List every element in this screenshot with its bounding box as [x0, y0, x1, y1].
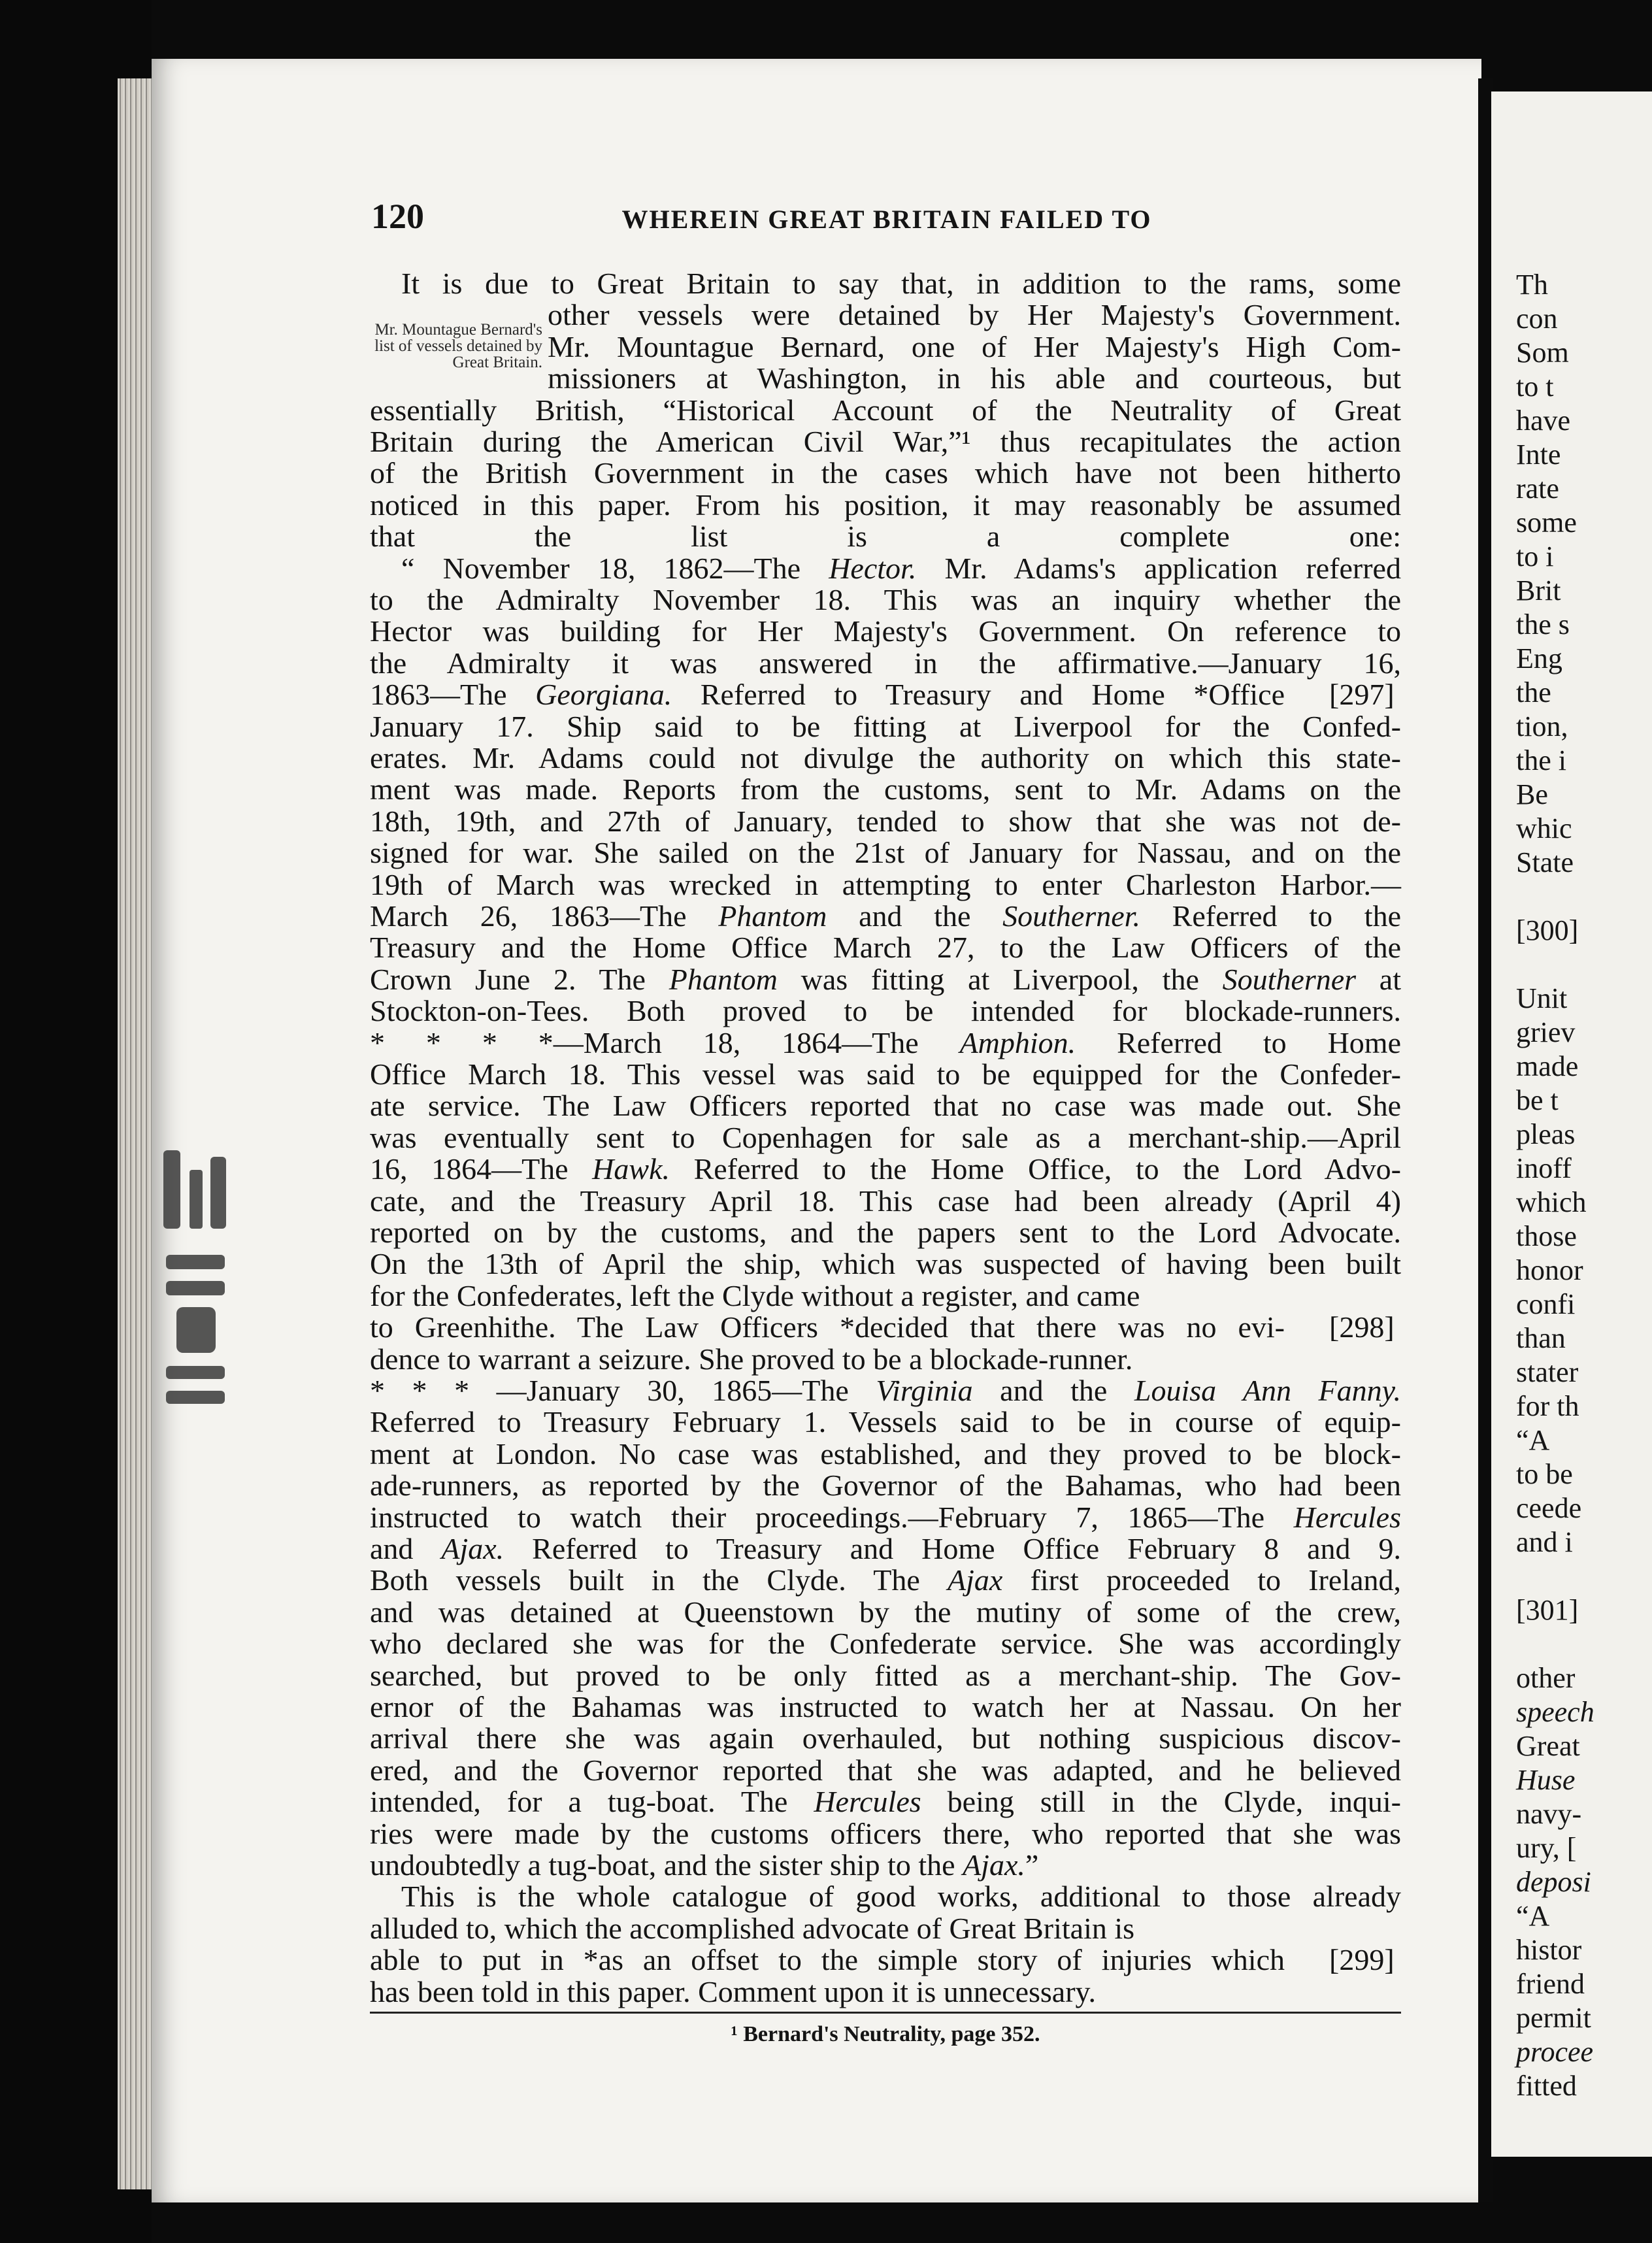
facing-page-line: tion,: [1516, 710, 1568, 742]
facing-page-line: “A: [1516, 1424, 1550, 1456]
text-run: Stockton-on-Tees. Both proved to be intended for blockade-runners.: [370, 994, 1401, 1028]
text-line: [370, 1659, 1401, 1693]
text-line: [370, 1310, 1285, 1344]
text-line: [370, 1753, 1401, 1787]
text-line: [370, 1026, 1401, 1060]
text-line: [370, 1595, 1401, 1629]
text-run: On the 13th of April the ship, which was suspected of having been built: [370, 1247, 1401, 1281]
italic-text: Hawk.: [592, 1152, 670, 1186]
text-line: [370, 1912, 1285, 1946]
facing-page-line: ury, [: [1516, 1832, 1577, 1864]
facing-page-line: to be: [1516, 1458, 1573, 1490]
text-line: [370, 646, 1401, 680]
text-line: [548, 361, 1401, 395]
italic-text: Hector.: [829, 551, 917, 585]
text-run: cate, and the Treasury April 18. This case had been already (April 4): [370, 1184, 1401, 1218]
text-run: Referred to Treasury February 1. Vessels said to be in course of equip-: [370, 1405, 1401, 1439]
text-line: [370, 1721, 1401, 1755]
text-run: other vessels were detained by Her Majesty's Government.: [548, 298, 1401, 332]
italic-text: Ajax: [948, 1563, 1003, 1597]
text-line: [370, 425, 1401, 459]
facing-page-line: Som: [1516, 337, 1569, 369]
text-run: 19th of March was wrecked in attempting to enter Charleston Harbor.—: [370, 867, 1401, 901]
italic-text: Southerner.: [1002, 899, 1140, 933]
text-run: Referred to Treasury and Home *Office: [672, 678, 1285, 712]
facing-page-line: some: [1516, 507, 1577, 539]
facing-page-line: Th: [1516, 269, 1548, 301]
text-line: [370, 1279, 1285, 1313]
text-run: that the list is a complete one:: [370, 520, 1401, 554]
text-run: for the Confederates, left the Clyde without a register, and came: [370, 1278, 1140, 1312]
text-run: undoubtedly a tug-boat, and the sister ship to the: [370, 1848, 963, 1882]
text-run: and: [370, 1532, 442, 1565]
text-run: erates. Mr. Adams could not divulge the authority on which this state-: [370, 741, 1401, 774]
text-run: the Admiralty it was answered in the affirmative.—January 16,: [370, 646, 1401, 680]
italic-text: Phantom: [718, 899, 827, 933]
text-line: [370, 1785, 1401, 1819]
facing-page-line: honor: [1516, 1254, 1583, 1286]
text-line: [370, 1089, 1401, 1123]
text-run: Britain during the American Civil War,”¹ thus recapitulates the action: [370, 425, 1401, 458]
facing-page-line: rate: [1516, 473, 1559, 505]
footnote: ¹ Bernard's Neutrality, page 352.: [731, 2022, 1040, 2046]
text-line: [401, 267, 1401, 301]
text-line: [370, 963, 1401, 997]
text-run: signed for war. She sailed on the 21st of January for Nassau, and on the: [370, 836, 1401, 870]
facing-page-line: Great: [1516, 1730, 1580, 1762]
text-line: [548, 298, 1401, 332]
text-line: [401, 552, 1401, 586]
footnote-rule: [370, 2012, 1401, 2014]
facing-page-line: procee: [1516, 2036, 1594, 2068]
text-run: and was detained at Queenstown by the mutiny of some of the crew,: [370, 1595, 1401, 1629]
text-line: [370, 1152, 1401, 1186]
text-run: alluded to, which the accomplished advocate of Great Britain is: [370, 1911, 1135, 1945]
text-run: who declared she was for the Confederate service. She was accordingly: [370, 1627, 1401, 1661]
text-line: [370, 1469, 1401, 1503]
text-run: missioners at Washington, in his able and courteous, but: [548, 361, 1401, 395]
facing-page-line: “A: [1516, 1900, 1550, 1932]
facing-page-line: State: [1516, 846, 1574, 878]
facing-page-line: and i: [1516, 1526, 1573, 1558]
text-line: [370, 1627, 1401, 1661]
facing-page-line: Huse: [1516, 1764, 1576, 1796]
text-run: Both vessels built in the Clyde. The: [370, 1563, 948, 1597]
text-run: ment was made. Reports from the customs, sent to Mr. Adams on the: [370, 773, 1401, 806]
text-run: 18th, 19th, and 27th of January, tended to show that she was not de-: [370, 804, 1401, 838]
text-run: at: [1356, 962, 1401, 996]
text-run: Office March 18. This vessel was said to be equipped for the Confeder-: [370, 1057, 1401, 1091]
text-run: Referred to Home: [1076, 1025, 1401, 1059]
italic-text: Louisa Ann Fanny.: [1134, 1374, 1401, 1407]
text-line: [370, 1563, 1401, 1597]
facing-page-line: [301]: [1516, 1594, 1579, 1626]
text-line: [370, 614, 1401, 648]
text-run: searched, but proved to be only fitted as a merchant-ship. The Gov-: [370, 1658, 1401, 1692]
page-number: 120: [371, 197, 424, 236]
text-run: Referred to the: [1140, 899, 1401, 933]
text-line: [370, 1057, 1401, 1091]
text-run: was fitting at Liverpool, the: [777, 962, 1223, 996]
text-run: was eventually sent to Copenhagen for sale as a merchant-ship.—April: [370, 1120, 1401, 1154]
text-run: It is due to Great Britain to say that, in addition to the rams, some: [401, 267, 1401, 300]
text-run: and the: [972, 1374, 1134, 1407]
facing-page-line: Be: [1516, 778, 1548, 810]
text-line: [370, 710, 1401, 744]
text-line: [370, 1532, 1401, 1566]
text-line: [370, 931, 1401, 965]
text-line: [370, 899, 1401, 933]
text-line: [370, 488, 1401, 522]
facing-page-line: have: [1516, 405, 1571, 437]
facing-page-line: deposi: [1516, 1866, 1591, 1898]
text-line: [548, 330, 1401, 364]
text-run: instructed to watch their proceedings.—February 7, 1865—The: [370, 1500, 1294, 1534]
text-run: Mr. Adams's application referred: [916, 551, 1401, 585]
book-gutter: [1478, 78, 1493, 2202]
facing-page-line: to t: [1516, 371, 1554, 403]
page-marker: [299]: [1329, 1943, 1395, 1977]
text-line: [370, 1943, 1285, 1977]
italic-text: Southerner: [1222, 962, 1357, 996]
text-line: [370, 1216, 1401, 1250]
text-line: [370, 1848, 1401, 1882]
text-run: dence to warrant a seizure. She proved to be a blockade-runner.: [370, 1342, 1133, 1376]
facing-page: [1491, 91, 1652, 2157]
text-run: This is the whole catalogue of good works, additional to those already: [401, 1880, 1401, 1914]
text-run: ate service. The Law Officers reported that no case was made out. She: [370, 1089, 1401, 1123]
text-line: [370, 1501, 1401, 1535]
text-run: and the: [827, 899, 1003, 933]
facing-page-line: Unit: [1516, 982, 1568, 1014]
text-run: Hector was building for Her Majesty's Government. On reference to: [370, 614, 1401, 648]
italic-text: Ajax.: [963, 1848, 1025, 1882]
text-line: [370, 805, 1401, 839]
italic-text: Phantom: [669, 962, 778, 996]
text-run: ered, and the Governor reported that she was adapted, and he believed: [370, 1753, 1401, 1787]
text-line: [370, 1437, 1401, 1471]
page-marker: [297]: [1329, 678, 1395, 712]
page-marker: [298]: [1329, 1310, 1395, 1344]
text-run: of the British Government in the cases which have not been hitherto: [370, 456, 1401, 490]
text-run: able to put in *as an offset to the simple story of injuries which: [370, 1943, 1285, 1977]
text-line: [370, 1690, 1401, 1724]
text-line: [370, 583, 1401, 617]
text-run: intended, for a tug-boat. The: [370, 1785, 814, 1819]
facing-page-line: ceede: [1516, 1492, 1582, 1524]
text-run: ernor of the Bahamas was instructed to watch her at Nassau. On her: [370, 1690, 1401, 1723]
facing-page-line: the s: [1516, 608, 1570, 640]
text-run: * * * —January 30, 1865—The: [370, 1374, 876, 1407]
facing-page-line: Inte: [1516, 439, 1561, 471]
facing-page-line: con: [1516, 303, 1558, 335]
text-line: [370, 456, 1401, 490]
facing-page-line: pleas: [1516, 1118, 1576, 1150]
text-run: Mr. Mountague Bernard, one of Her Majesty's High Com-: [548, 329, 1401, 363]
facing-page-line: stater: [1516, 1356, 1579, 1388]
text-run: ries were made by the customs officers there, who reported that she was: [370, 1816, 1401, 1850]
text-run: Crown June 2. The: [370, 962, 669, 996]
text-line: [401, 1880, 1401, 1914]
facing-page-line: to i: [1516, 540, 1554, 573]
margin-note: Mr. Mountague Bernard's list of vessels detained by Great Britain.: [374, 321, 542, 371]
facing-page-line: griev: [1516, 1016, 1576, 1048]
text-run: noticed in this paper. From his position, it may reasonably be assumed: [370, 488, 1401, 522]
text-line: [370, 1247, 1401, 1281]
text-run: Referred to the Home Office, to the Lord Advo-: [670, 1152, 1401, 1186]
facing-page-line: whic: [1516, 812, 1572, 844]
running-title: WHEREIN GREAT BRITAIN FAILED TO: [621, 205, 1152, 234]
text-run: ”: [1025, 1848, 1039, 1882]
text-line: [370, 1975, 1285, 2009]
facing-page-line: navy-: [1516, 1798, 1582, 1830]
text-line: [370, 773, 1401, 806]
text-line: [370, 1121, 1401, 1155]
text-run: essentially British, “Historical Account of the Neutrality of Great: [370, 393, 1401, 427]
facing-page-line: inoff: [1516, 1152, 1572, 1184]
text-run: first proceeded to Ireland,: [1002, 1563, 1401, 1597]
facing-page-line: speech: [1516, 1696, 1594, 1728]
facing-page-line: the i: [1516, 744, 1566, 776]
page-header: [371, 196, 1402, 242]
facing-page-line: Eng: [1516, 642, 1562, 674]
facing-page-line: for th: [1516, 1390, 1579, 1422]
facing-page-line: histor: [1516, 1934, 1582, 1966]
italic-text: Hercules: [814, 1785, 921, 1819]
italic-text: Virginia: [876, 1374, 973, 1407]
text-run: has been told in this paper. Comment upon it is unnecessary.: [370, 1974, 1097, 2008]
text-run: reported on by the customs, and the papers sent to the Lord Advocate.: [370, 1216, 1401, 1249]
text-line: [370, 678, 1285, 712]
text-line: [370, 1342, 1285, 1376]
facing-page-line: other: [1516, 1662, 1576, 1694]
text-run: to Greenhithe. The Law Officers *decided that there was no evi-: [370, 1310, 1285, 1344]
facing-page-line: [300]: [1516, 914, 1579, 946]
italic-text: Ajax.: [441, 1532, 504, 1565]
page-edges: [118, 78, 152, 2189]
text-run: January 17. Ship said to be fitting at Liverpool for the Confed-: [370, 709, 1401, 743]
text-line: [370, 520, 1401, 554]
text-run: ade-runners, as reported by the Governor of the Bahamas, who had been: [370, 1469, 1401, 1503]
text-line: [370, 836, 1401, 870]
text-line: [370, 393, 1401, 427]
text-run: arrival there she was again overhauled, but nothing suspicious discov-: [370, 1721, 1401, 1755]
text-line: [370, 1405, 1401, 1439]
text-run: being still in the Clyde, inqui-: [921, 1785, 1401, 1819]
text-run: “ November 18, 1862—The: [401, 551, 829, 585]
italic-text: Amphion.: [959, 1025, 1076, 1059]
text-run: 16, 1864—The: [370, 1152, 593, 1186]
facing-page-line: the: [1516, 676, 1551, 708]
facing-page-line: Brit: [1516, 574, 1561, 606]
text-run: * * * *—March 18, 1864—The: [370, 1025, 960, 1059]
italic-text: Hercules: [1293, 1500, 1401, 1534]
text-run: Referred to Treasury and Home Office February 8 and 9.: [504, 1532, 1401, 1565]
facing-page-line: fitted: [1516, 2070, 1577, 2102]
facing-page-line: than: [1516, 1322, 1566, 1354]
facing-page-line: those: [1516, 1220, 1577, 1252]
italic-text: Georgiana.: [535, 678, 672, 712]
facing-page-line: confi: [1516, 1288, 1576, 1320]
text-line: [370, 1184, 1401, 1218]
facing-page-line: made: [1516, 1050, 1579, 1082]
text-line: [370, 994, 1401, 1028]
facing-page-line: which: [1516, 1186, 1587, 1218]
text-run: ment at London. No case was established, and they proved to be block-: [370, 1437, 1401, 1470]
facing-page-line: permit: [1516, 2002, 1591, 2034]
facing-page-line: be t: [1516, 1084, 1559, 1116]
facing-page-line: friend: [1516, 1968, 1585, 2000]
text-run: Treasury and the Home Office March 27, to the Law Officers of the: [370, 931, 1401, 965]
text-line: [370, 741, 1401, 775]
text-line: [370, 868, 1401, 902]
text-run: to the Admiralty November 18. This was an inquiry whether the: [370, 583, 1401, 616]
text-run: March 26, 1863—The: [370, 899, 719, 933]
text-line: [370, 1817, 1401, 1851]
text-run: 1863—The: [370, 678, 536, 712]
library-stamp: [157, 1144, 235, 1418]
text-line: [370, 1374, 1401, 1408]
